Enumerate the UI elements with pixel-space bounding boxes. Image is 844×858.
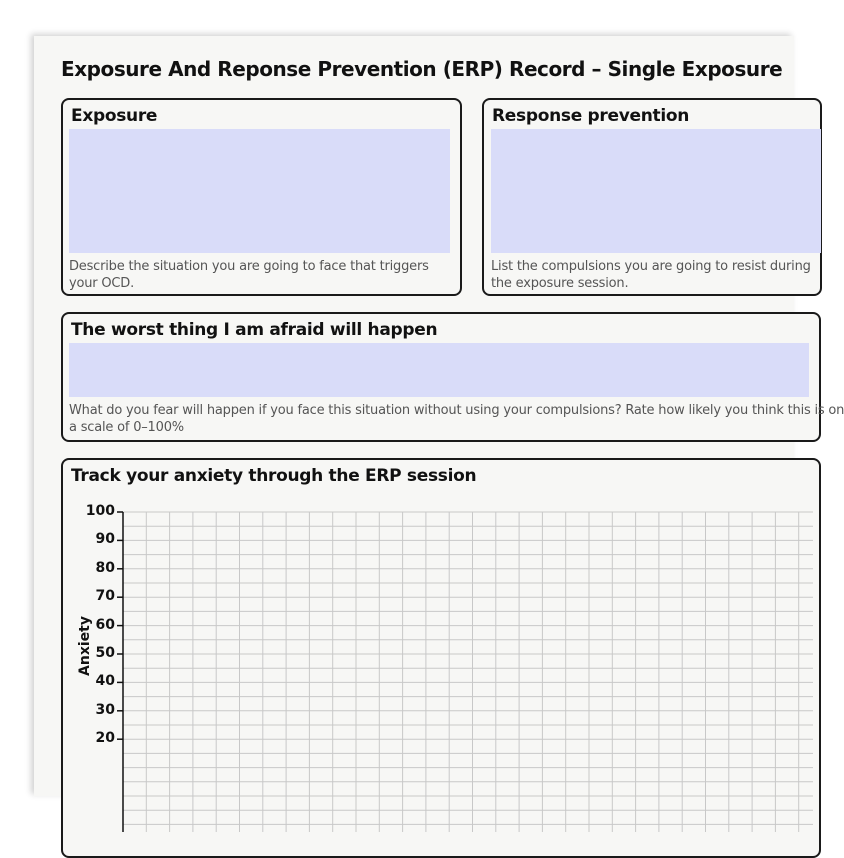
chart-title: Track your anxiety through the ERP session [71,466,477,486]
exposure-input-field[interactable] [69,129,450,253]
exposure-heading: Exposure [71,106,158,126]
page-title: Exposure And Reponse Prevention (ERP) Record – Single Exposure [61,57,783,81]
y-axis-label: Anxiety [77,616,93,676]
response-prevention-section [482,98,822,296]
response-prevention-hint [491,258,811,292]
response-prevention-heading: Response prevention [492,106,690,126]
anxiety-grid[interactable] [123,502,813,832]
worksheet-page [34,36,844,796]
worst-fear-input-field[interactable] [69,343,809,397]
y-tick-label: 40 [95,673,115,690]
exposure-hint [69,258,429,292]
worst-fear-heading: The worst thing I am afraid will happen [71,320,438,340]
y-tick-label: 80 [95,559,115,576]
exposure-hint-line-1: Describe the situation you are going to face that triggers [69,259,429,274]
exposure-section [61,98,462,296]
y-tick-label: 90 [95,531,115,548]
response-prevention-hint-line-1: List the compulsions you are going to resist during [491,259,811,274]
y-tick-label: 70 [95,588,115,605]
y-tick-label: 100 [85,503,115,519]
response-prevention-input-field[interactable] [491,129,821,253]
worst-fear-hint [69,402,844,436]
exposure-hint-line-2: your OCD. [69,276,135,291]
y-tick-label: 50 [95,645,115,661]
response-prevention-hint-line-2: the exposure session. [491,276,629,291]
y-tick-label: 20 [95,730,115,747]
worst-fear-hint-line-1: What do you fear will happen if you face this situation without using your compulsions? Rate how likely you think this is on [69,403,844,418]
worst-fear-hint-line-2: a scale of 0–100% [69,420,184,435]
y-tick-label: 30 [95,701,115,718]
y-tick-label: 60 [95,616,115,633]
anxiety-tracker-section [61,458,821,858]
worst-fear-section [61,312,844,442]
